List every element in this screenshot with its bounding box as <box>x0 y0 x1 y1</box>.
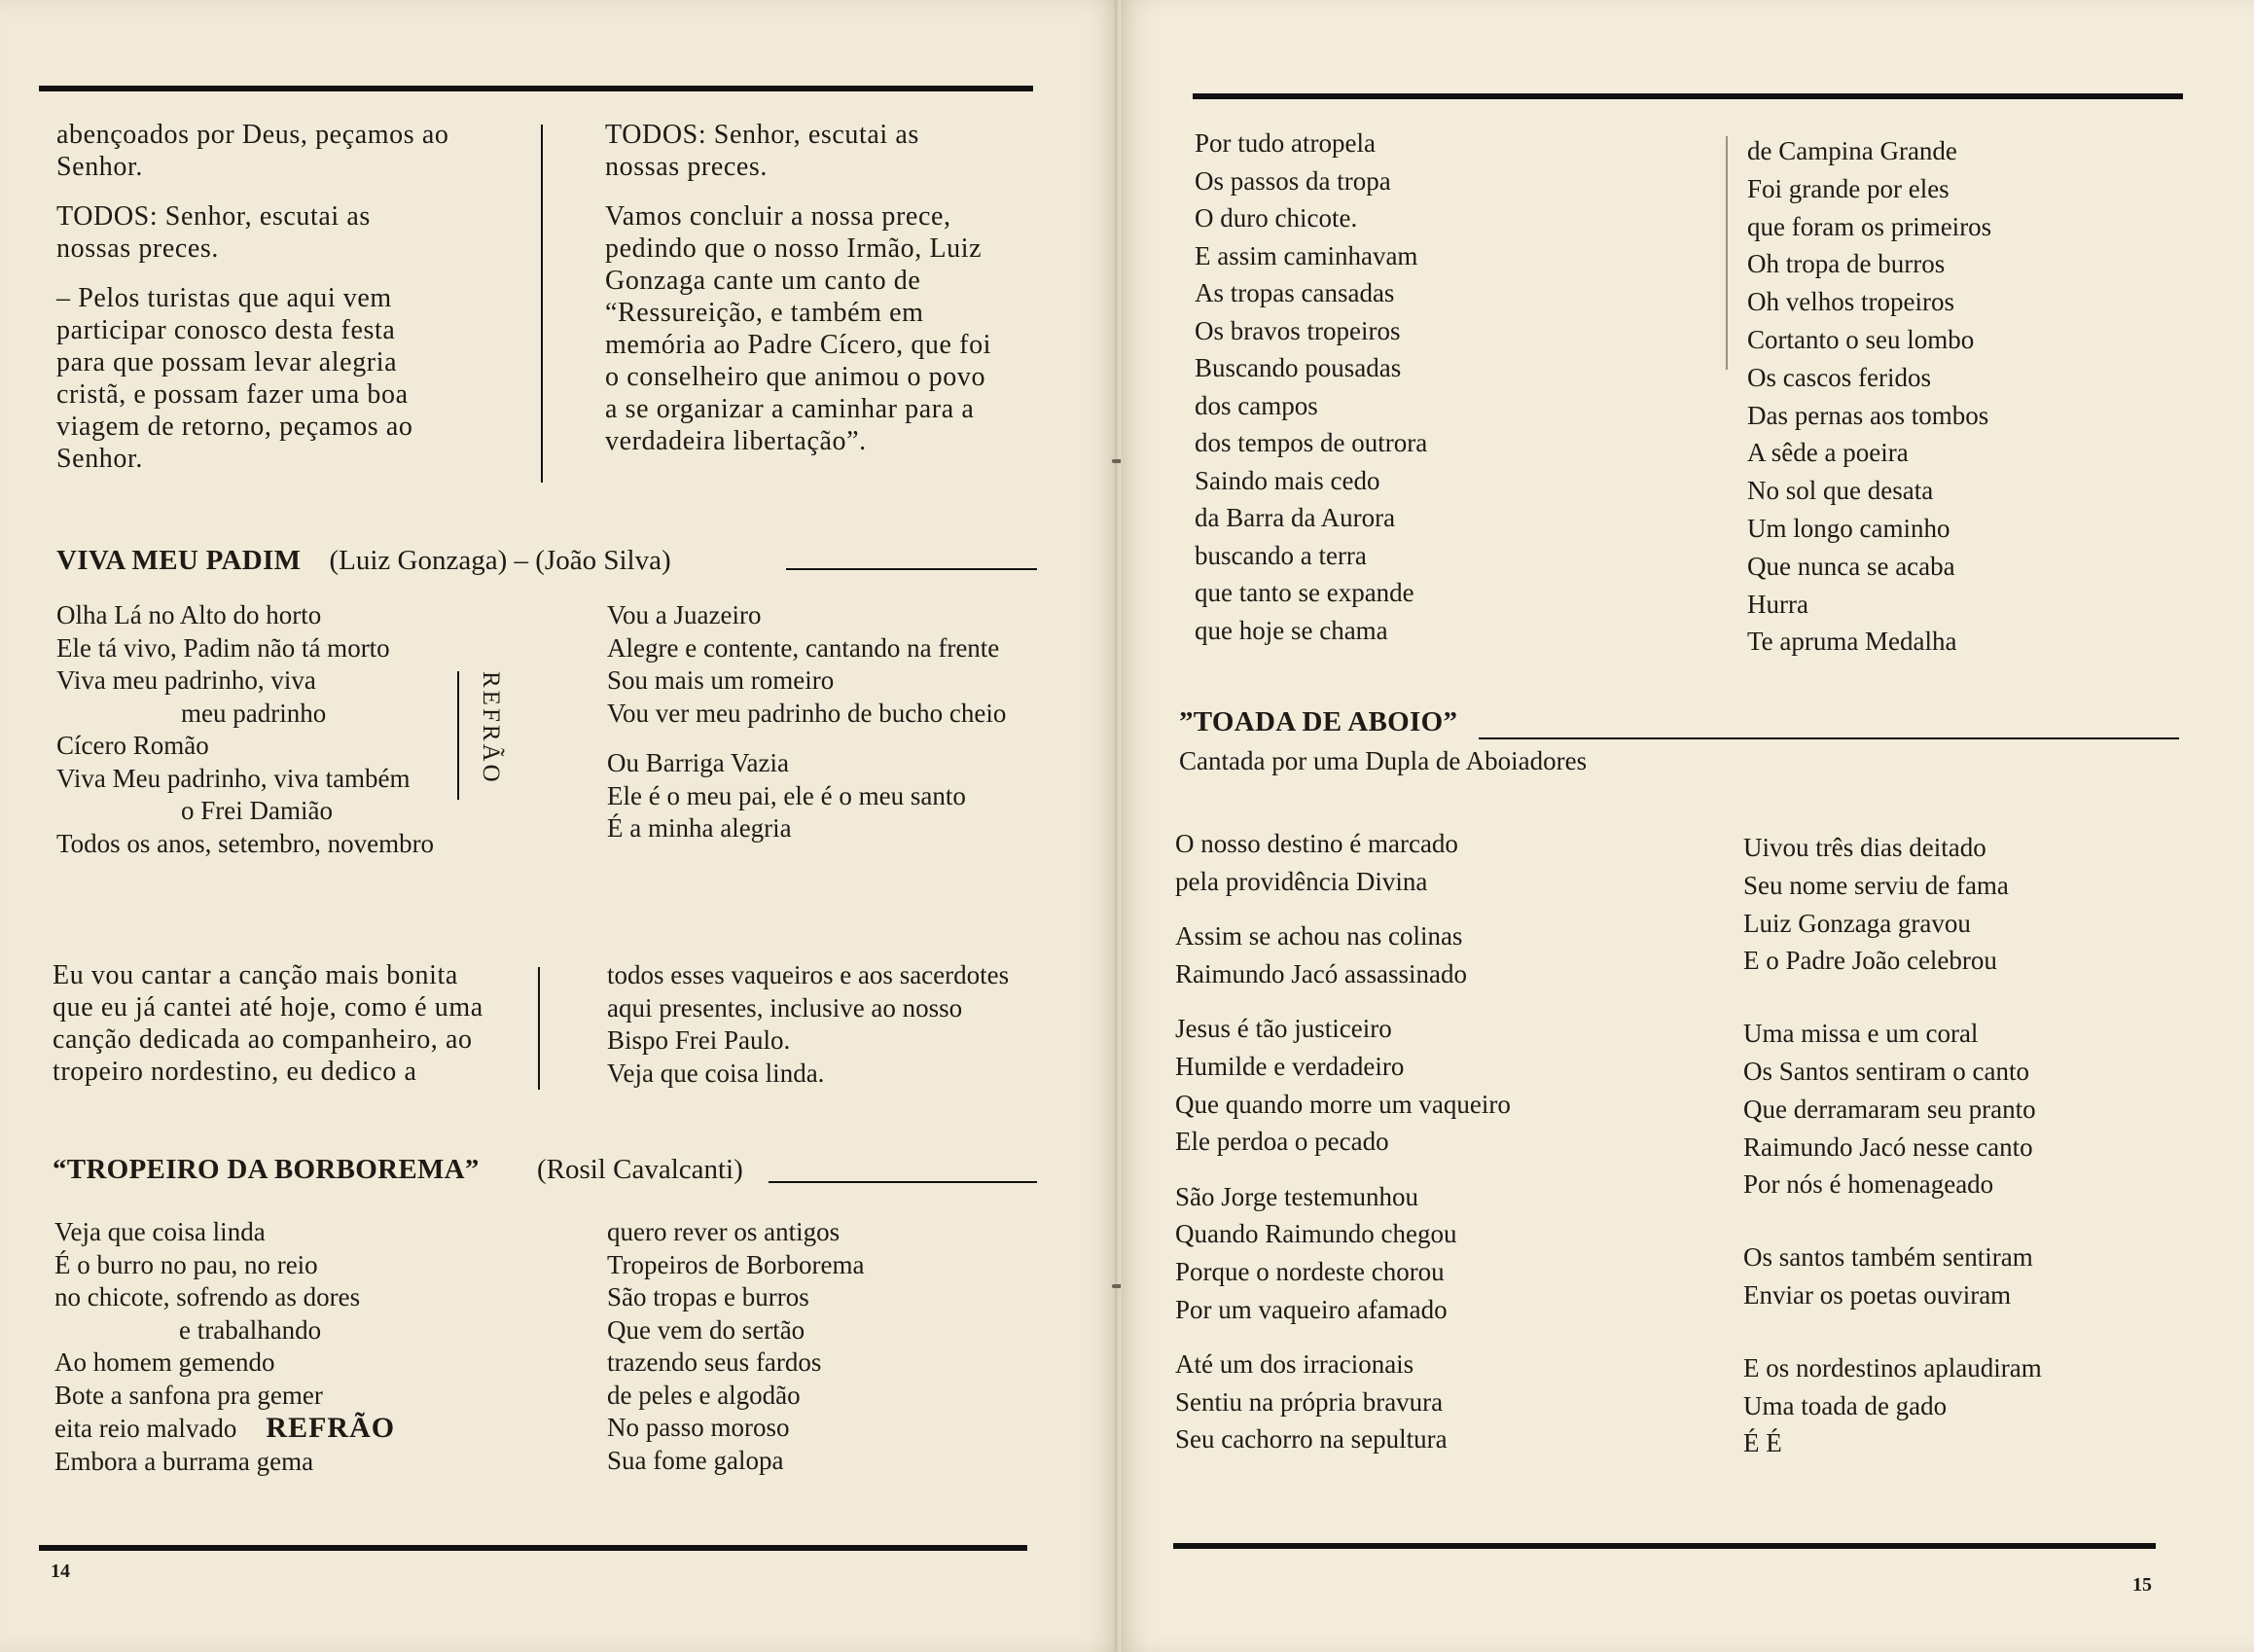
text-line: A sêde a poeira <box>1747 438 1909 468</box>
text-line: Sou mais um romeiro <box>607 665 835 695</box>
stanza-gap <box>1743 1332 2042 1349</box>
text-line: Assim se achou nas colinas <box>1175 921 1463 952</box>
text-line: que foram os primeiros <box>1747 211 1992 241</box>
stanza-gap <box>1175 1328 1511 1346</box>
song-subtitle: Cantada por uma Dupla de Aboiadores <box>1179 746 1588 775</box>
text-line: Sua fome galopa <box>607 1445 784 1475</box>
text-line: No sol que desata <box>1747 476 1934 506</box>
text-line: Ele perdoa o pecado <box>1175 1127 1389 1157</box>
text-line: meu padrinho <box>181 698 327 728</box>
top-rule <box>1193 93 2183 99</box>
bottom-rule <box>1173 1543 2156 1549</box>
stanza-gap <box>56 183 448 200</box>
column-divider <box>1726 136 1728 370</box>
song2-column-left <box>54 1216 395 1478</box>
bottom-rule <box>39 1545 1027 1551</box>
text-line: aqui presentes, inclusive ao nosso <box>607 992 963 1023</box>
text-line: participar conosco desta festa <box>56 315 396 345</box>
text-line: São Jorge testemunhou <box>1175 1181 1418 1211</box>
text-line: que hoje se chama <box>1195 615 1388 645</box>
text-line: Até um dos irracionais <box>1175 1349 1414 1380</box>
text-line: quero rever os antigos <box>607 1217 841 1246</box>
text-line: Porque o nordeste chorou <box>1175 1256 1445 1286</box>
text-line: Ele é o meu pai, ele é o meu santo <box>607 780 966 810</box>
text-line: Os passos da tropa <box>1195 165 1391 196</box>
stanza-gap <box>1743 1203 2042 1221</box>
text-line: Que nunca se acaba <box>1747 551 1955 581</box>
text-line: Bispo Frei Paulo. <box>607 1025 791 1055</box>
text-line: São tropas e burros <box>607 1282 809 1311</box>
text-line: Buscando pousadas <box>1195 353 1402 382</box>
text-line: de peles e algodão <box>607 1380 801 1410</box>
stanza-gap <box>1743 997 2042 1015</box>
text-line: Ele tá vivo, Padim não tá morto <box>56 632 390 663</box>
song1-column-left <box>56 599 434 860</box>
song-title: VIVA MEU PADIM <box>56 545 302 576</box>
text-line: O nosso destino é marcado <box>1175 829 1458 858</box>
left-page <box>0 0 1121 1652</box>
stanza-gap <box>1743 980 2042 997</box>
text-line: Que quando morre um vaqueiro <box>1175 1089 1511 1119</box>
text-line: Vou ver meu padrinho de bucho cheio <box>607 698 1007 728</box>
song3-column-right <box>1743 829 2042 1462</box>
text-line: pela providência Divina <box>1175 866 1428 896</box>
song3-column-left <box>1175 825 1511 1458</box>
text-line: canção dedicada ao companheiro, ao <box>53 1024 473 1055</box>
text-line: abençoados por Deus, peçamos ao <box>56 120 449 150</box>
text-line: E os nordestinos aplaudiram <box>1743 1352 2042 1383</box>
right-page <box>1121 0 2254 1652</box>
text-line: – Pelos turistas que aqui vem <box>56 283 392 313</box>
title-rule <box>786 568 1037 570</box>
text-line: Oh velhos tropeiros <box>1747 287 1954 317</box>
text-line: Os bravos tropeiros <box>1195 315 1401 345</box>
text-line: de Campina Grande <box>1747 136 1957 165</box>
intro-column-left <box>53 959 483 1088</box>
song2-column-right <box>607 1216 864 1477</box>
refrao-label: REFRÃO <box>266 1412 396 1444</box>
text-line: É É <box>1743 1428 1782 1458</box>
text-line: Embora a burrama gema <box>54 1446 314 1476</box>
text-line: Os Santos sentiram o canto <box>1743 1056 2029 1086</box>
prayer-column-right <box>605 119 991 457</box>
column-divider-2 <box>538 967 540 1090</box>
text-line: verdadeira libertação”. <box>605 426 867 456</box>
prayer-column-left <box>56 119 448 475</box>
text-line: Ou Barriga Vazia <box>607 748 789 777</box>
text-line: Os cascos feridos <box>1747 362 1931 392</box>
text-line: que tanto se expande <box>1195 578 1414 607</box>
text-line: Alegre e contente, cantando na frente <box>607 632 1000 663</box>
text-line: Olha Lá no Alto do horto <box>56 600 322 629</box>
song-tropeiro-heading <box>53 1154 743 1186</box>
text-line: todos esses vaqueiros e aos sacerdotes <box>607 960 1010 989</box>
text-line: É o burro no pau, no reio <box>54 1249 318 1279</box>
text-line: E o Padre João celebrou <box>1743 946 1997 976</box>
text-line: no chicote, sofrendo as dores <box>54 1282 361 1311</box>
text-line: Senhor. <box>56 444 143 474</box>
text-line: Tropeiros de Borborema <box>607 1249 865 1279</box>
title-rule <box>769 1181 1037 1183</box>
text-line: Vou a Juazeiro <box>607 600 762 629</box>
text-line: Bote a sanfona pra gemer <box>54 1380 323 1410</box>
text-line: Os santos também sentiram <box>1743 1242 2033 1273</box>
top-rule <box>39 86 1033 91</box>
text-line: Das pernas aos tombos <box>1747 400 1989 430</box>
refrao-label-vertical: REFRÃO <box>478 671 504 785</box>
song2-continued-left <box>1195 125 1427 649</box>
text-line: Gonzaga cante um canto de <box>605 266 921 296</box>
text-line: eita reio malvado REFRÃO <box>54 1412 396 1444</box>
song2-continued-right <box>1747 132 1991 661</box>
text-line: Raimundo Jacó assassinado <box>1175 958 1467 988</box>
text-line: viagem de retorno, peçamos ao <box>56 412 413 442</box>
text-line: pedindo que o nosso Irmão, Luiz <box>605 233 983 264</box>
stanza-gap <box>1743 1221 2042 1239</box>
text-line: para que possam levar alegria <box>56 347 398 377</box>
text-line: Por tudo atropela <box>1195 128 1376 158</box>
text-line: Por nós é homenageado <box>1743 1169 1994 1200</box>
stanza-gap <box>607 730 1006 747</box>
song-title: “TROPEIRO DA BORBOREMA” <box>53 1154 480 1185</box>
text-line: a se organizar a caminhar para a <box>605 394 975 424</box>
stanza-gap <box>1743 1314 2042 1332</box>
text-line: Saindo mais cedo <box>1195 465 1380 495</box>
text-line: Uma toada de gado <box>1743 1390 1948 1420</box>
text-line: TODOS: Senhor, escutai as <box>605 120 919 150</box>
stanza-gap <box>605 183 991 200</box>
text-line: dos campos <box>1195 390 1318 420</box>
text-line: memória ao Padre Cícero, que foi <box>605 330 992 360</box>
refrao-bracket <box>457 671 459 800</box>
text-line: trazendo seus fardos <box>607 1347 822 1377</box>
text-line: nossas preces. <box>605 152 769 182</box>
text-line: Veja que coisa linda. <box>607 1058 825 1088</box>
text-line: o conselheiro que animou o povo <box>605 362 986 392</box>
text-line: Uma missa e um coral <box>1743 1019 1979 1049</box>
text-line: Quando Raimundo chegou <box>1175 1219 1457 1249</box>
text-line: da Barra da Aurora <box>1195 503 1396 532</box>
text-line: Seu nome serviu de fama <box>1743 870 2009 900</box>
song-credits: (Rosil Cavalcanti) <box>536 1154 743 1185</box>
stanza-gap <box>1175 900 1511 917</box>
text-line: E assim caminhavam <box>1195 240 1418 270</box>
text-line: buscando a terra <box>1195 540 1367 570</box>
stanza-gap <box>1175 1161 1511 1178</box>
song-title: ”TOADA DE ABOIO” <box>1179 706 1458 737</box>
song-toada-heading <box>1179 706 1457 738</box>
text-line: Uivou três dias deitado <box>1743 833 1986 862</box>
text-line: Eu vou cantar a canção mais bonita <box>53 960 458 990</box>
text-line: e trabalhando <box>179 1314 322 1345</box>
text-line: Foi grande por eles <box>1747 173 1950 203</box>
text-line: Humilde e verdadeiro <box>1175 1051 1405 1081</box>
page-number: 15 <box>2132 1574 2152 1596</box>
song-viva-meu-padim-heading <box>56 545 671 577</box>
text-line: cristã, e possam fazer uma boa <box>56 379 409 410</box>
title-rule <box>1479 737 2179 739</box>
text-line: “Ressureição, e também em <box>605 298 924 328</box>
text-line: TODOS: Senhor, escutai as <box>56 201 371 232</box>
text-line: Que vem do sertão <box>607 1314 805 1345</box>
text-line: Todos os anos, setembro, novembro <box>56 828 435 858</box>
text-line: Raimundo Jacó nesse canto <box>1743 1131 2033 1162</box>
text-line: Hurra <box>1747 589 1808 619</box>
text-line: o Frei Damião <box>181 796 333 825</box>
text-line: dos tempos de outrora <box>1195 428 1428 457</box>
text-line: No passo moroso <box>607 1413 790 1442</box>
text-line: Luiz Gonzaga gravou <box>1743 908 1971 938</box>
text-line: Oh tropa de burros <box>1747 249 1946 279</box>
text-line: Um longo caminho <box>1747 513 1950 543</box>
text-line: Viva Meu padrinho, viva também <box>56 763 411 793</box>
stanza-gap <box>56 265 448 282</box>
text-line: Veja que coisa linda <box>54 1217 266 1246</box>
text-line: Enviar os poetas ouviram <box>1743 1279 2012 1310</box>
text-line: Seu cachorro na sepultura <box>1175 1424 1448 1454</box>
text-line: Que derramaram seu pranto <box>1743 1094 2036 1124</box>
text-line: nossas preces. <box>56 233 220 264</box>
text-line: que eu já cantei até hoje, como é uma <box>53 992 483 1023</box>
page-number: 14 <box>51 1561 70 1582</box>
text-line: O duro chicote. <box>1195 203 1358 233</box>
text-line: Cortanto o seu lombo <box>1747 324 1975 354</box>
stanza-gap <box>1175 992 1511 1010</box>
text-line: Jesus é tão justiceiro <box>1175 1014 1392 1044</box>
text-line: Cícero Romão <box>56 731 209 760</box>
text-line: Ao homem gemendo <box>54 1347 275 1377</box>
text-line: tropeiro nordestino, eu dedico a <box>53 1057 417 1087</box>
text-line: As tropas cansadas <box>1195 278 1395 307</box>
text-line: Vamos concluir a nossa prece, <box>605 201 951 232</box>
text-line: Te apruma Medalha <box>1747 627 1957 657</box>
text-line: Senhor. <box>56 152 143 182</box>
text-line: É a minha alegria <box>607 813 792 843</box>
text-line: Sentiu na própria bravura <box>1175 1386 1444 1417</box>
text-line: Por um vaqueiro afamado <box>1175 1294 1448 1324</box>
song1-column-right <box>607 599 1006 845</box>
text-line: Viva meu padrinho, viva <box>56 665 316 695</box>
column-divider <box>541 125 543 483</box>
intro-column-right <box>607 959 1009 1090</box>
song-credits: (Luiz Gonzaga) – (João Silva) <box>329 545 671 576</box>
